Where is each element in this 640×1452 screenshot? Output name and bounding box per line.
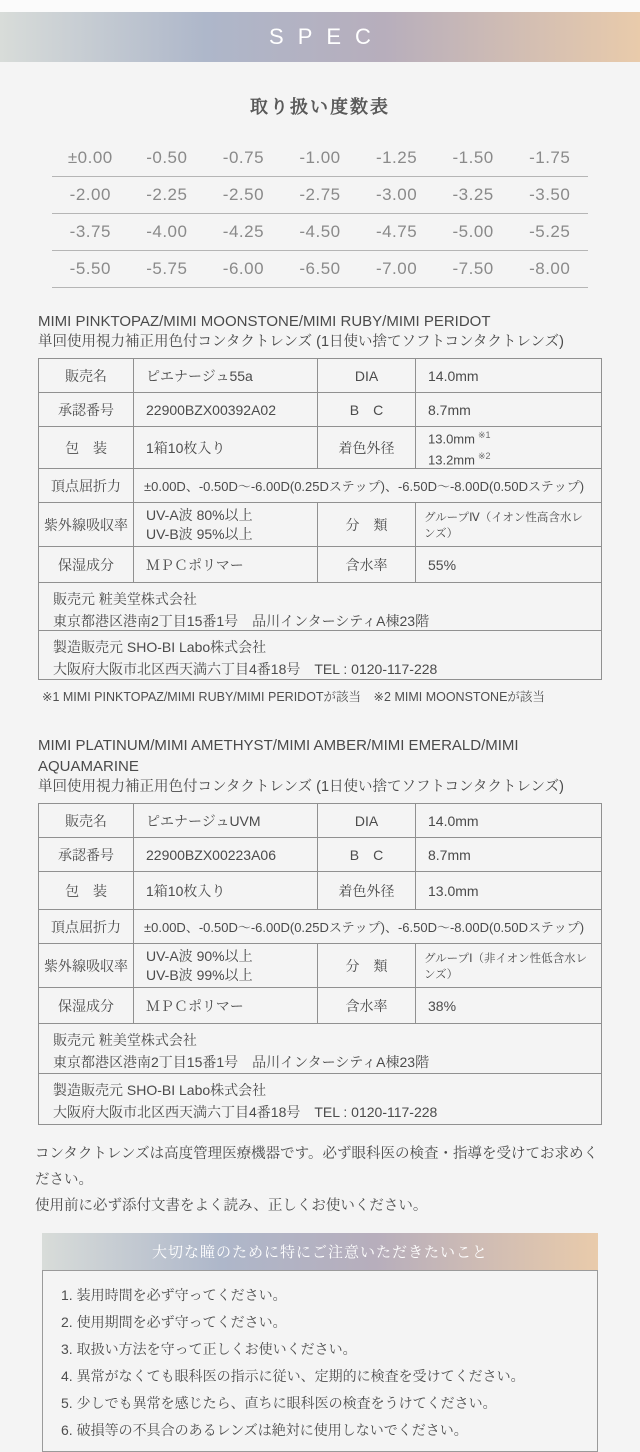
uv-label: 紫外線吸収率 — [39, 503, 134, 546]
power-value: -5.75 — [146, 259, 188, 278]
spec-row-power — [39, 910, 601, 944]
dia-value: 14.0mm — [428, 812, 479, 829]
uv-b-value: UV-B波 99%以上 — [146, 966, 253, 983]
water-value: 55% — [428, 556, 457, 573]
seller-address: 東京都港区港南2丁目15番1号 品川インターシティA棟23階 — [53, 1054, 430, 1070]
sales-name-label: 販売名 — [39, 359, 134, 392]
caution-item: 5. 少しでも異常を感じたら、直ちに眼科医の検査をうけてください。 — [61, 1394, 497, 1411]
uv-value — [134, 503, 318, 546]
caution-header — [42, 1233, 598, 1270]
power-value: -4.25 — [222, 222, 265, 241]
sales-name-value: ピエナージュUVM — [134, 804, 318, 837]
spec-row-seller — [39, 583, 601, 631]
spec-row-approval — [39, 838, 601, 872]
power-value: -6.00 — [222, 259, 265, 278]
caution-item: 6. 破損等の不具合のあるレンズは絶対に使用しないでください。 — [61, 1421, 468, 1438]
sales-name-value: ピエナージュ55a — [134, 359, 318, 392]
product-1-spec-table — [38, 358, 602, 680]
power-value: -2.25 — [146, 185, 188, 204]
power-value: -2.75 — [299, 185, 341, 204]
moisture-value: ＭＰＣポリマー — [134, 988, 318, 1023]
spec-banner — [0, 12, 640, 62]
uv-a-value: UV-A波 80%以上 — [146, 506, 253, 523]
power-value: -5.25 — [529, 222, 571, 241]
spec-row-sales-name — [39, 804, 601, 838]
power-value: -1.00 — [299, 148, 341, 167]
spec-row-maker — [39, 631, 601, 679]
power-label: 頂点屈折力 — [39, 910, 134, 943]
power-row — [52, 177, 588, 214]
notice-line-1: コンタクトレンズは高度管理医療機器です。必ず眼科医の検査・指導を受けてお求めください。 — [35, 1146, 598, 1188]
product-1-type: 単回使用視力補正用色付コンタクトレンズ (1日使い捨てソフトコンタクトレンズ) — [38, 334, 564, 350]
moisture-label: 保湿成分 — [39, 988, 134, 1023]
power-table — [52, 140, 588, 288]
power-value: -5.50 — [69, 259, 111, 278]
bc-label: B C — [318, 393, 416, 426]
power-row — [52, 140, 588, 177]
power-value: -1.75 — [529, 148, 571, 167]
water-value: 38% — [428, 997, 457, 1014]
power-value: -4.00 — [146, 222, 188, 241]
tint-dia-label: 着色外径 — [318, 872, 416, 909]
bc-value: 8.7mm — [428, 401, 471, 418]
spec-row-sales-name — [39, 359, 601, 393]
power-value: -8.00 — [529, 259, 571, 278]
power-value: -3.50 — [529, 185, 571, 204]
class-label: 分 類 — [318, 944, 416, 987]
power-value: -2.50 — [222, 185, 265, 204]
power-value: -6.50 — [299, 259, 341, 278]
packaging-label: 包 装 — [39, 872, 134, 909]
power-value: -0.75 — [222, 148, 265, 167]
maker-address: 大阪府大阪市北区西天満六丁目4番18号 TEL : 0120-117-228 — [53, 1104, 438, 1120]
caution-list — [42, 1270, 598, 1452]
tint-dia-line-2: 13.2mm — [428, 451, 475, 467]
spec-row-power — [39, 469, 601, 503]
page-top-strip — [0, 0, 640, 12]
caution-title: 大切な瞳のために特にご注意いただきたいこと — [151, 1244, 488, 1261]
dia-label: DIA — [318, 804, 416, 837]
power-table-title: 取り扱い度数表 — [250, 97, 390, 117]
spec-row-uv — [39, 503, 601, 547]
power-value: -2.00 — [69, 185, 111, 204]
spec-row-maker — [39, 1074, 601, 1124]
approval-value: 22900BZX00223A06 — [134, 838, 318, 871]
seller-address: 東京都港区港南2丁目15番1号 品川インターシティA棟23階 — [53, 613, 430, 629]
notice-line-2: 使用前に必ず添付文書をよく読み、正しくお使いください。 — [35, 1198, 428, 1214]
product-2-spec-table — [38, 803, 602, 1125]
caution-item: 1. 装用時間を必ず守ってください。 — [61, 1286, 287, 1303]
packaging-value: 1箱10枚入り — [134, 427, 318, 468]
approval-label: 承認番号 — [39, 838, 134, 871]
caution-item: 2. 使用期間を必ず守ってください。 — [61, 1313, 287, 1330]
spec-row-moisture — [39, 547, 601, 583]
power-value: -0.50 — [146, 148, 188, 167]
uv-b-value: UV-B波 95%以上 — [146, 525, 253, 542]
power-value: -5.00 — [452, 222, 494, 241]
spec-row-moisture — [39, 988, 601, 1024]
product-2-name: MIMI PLATINUM/MIMI AMETHYST/MIMI AMBER/MIMI EMERALD/MIMI AQUAMARINE — [38, 737, 519, 775]
product-2-type: 単回使用視力補正用色付コンタクトレンズ (1日使い捨てソフトコンタクトレンズ) — [38, 779, 564, 795]
power-value: -3.25 — [452, 185, 494, 204]
product-1-footnote: ※1 MIMI PINKTOPAZ/MIMI RUBY/MIMI PERIDOTが該当 ※2 MIMI MOONSTONEが該当 — [42, 690, 545, 704]
tint-dia-note-1: ※1 — [477, 430, 491, 441]
uv-a-value: UV-A波 90%以上 — [146, 947, 253, 964]
tint-dia-line-1: 13.0mm — [428, 431, 475, 447]
power-row — [52, 214, 588, 251]
spec-row-packaging — [39, 872, 601, 910]
uv-value — [134, 944, 318, 987]
class-value: グループⅠ（非イオン性低含水レンズ） — [424, 952, 588, 981]
power-value: -3.00 — [375, 185, 418, 204]
caution-item: 3. 取扱い方法を守って正しくお使いください。 — [61, 1340, 357, 1357]
moisture-value: ＭＰＣポリマー — [134, 547, 318, 582]
spec-banner-title: SPEC — [269, 24, 385, 49]
power-value: -1.25 — [375, 148, 418, 167]
power-row — [52, 251, 588, 288]
water-label: 含水率 — [318, 547, 416, 582]
uv-label: 紫外線吸収率 — [39, 944, 134, 987]
power-value: -4.75 — [375, 222, 418, 241]
maker-name: 製造販売元 SHO-BI Labo株式会社 — [53, 1082, 267, 1098]
medical-device-notice — [35, 1141, 605, 1219]
caution-item: 4. 異常がなくても眼科医の指示に従い、定期的に検査を受けてください。 — [61, 1367, 525, 1384]
water-label: 含水率 — [318, 988, 416, 1023]
power-value: -7.00 — [375, 259, 418, 278]
power-value: -3.75 — [69, 222, 111, 241]
spec-row-packaging — [39, 427, 601, 469]
maker-address: 大阪府大阪市北区西天満六丁目4番18号 TEL : 0120-117-228 — [53, 661, 438, 677]
power-value: -1.50 — [452, 148, 494, 167]
caution-section — [42, 1233, 598, 1452]
product-1-name: MIMI PINKTOPAZ/MIMI MOONSTONE/MIMI RUBY/MIMI PERIDOT — [38, 313, 491, 330]
sales-name-label: 販売名 — [39, 804, 134, 837]
tint-dia-note-2: ※2 — [477, 450, 491, 461]
power-label: 頂点屈折力 — [39, 469, 134, 502]
tint-dia-label: 着色外径 — [318, 427, 416, 468]
bc-value: 8.7mm — [428, 846, 471, 863]
dia-value: 14.0mm — [428, 367, 479, 384]
product-section-1 — [38, 311, 602, 705]
bc-label: B C — [318, 838, 416, 871]
approval-label: 承認番号 — [39, 393, 134, 426]
packaging-label: 包 装 — [39, 427, 134, 468]
dia-label: DIA — [318, 359, 416, 392]
power-value: ±0.00 — [67, 148, 113, 167]
power-value: -7.50 — [452, 259, 494, 278]
moisture-label: 保湿成分 — [39, 547, 134, 582]
power-value: -4.50 — [299, 222, 341, 241]
class-label: 分 類 — [318, 503, 416, 546]
tint-dia-value: 13.0mm — [428, 882, 479, 899]
seller-name: 販売元 粧美堂株式会社 — [53, 1032, 197, 1048]
power-value: ±0.00D、-0.50D〜-6.00D(0.25Dステップ)、-6.50D〜-8.00D(0.50Dステップ) — [144, 479, 585, 494]
class-value: グループⅣ（イオン性高含水レンズ） — [424, 511, 583, 540]
power-value: ±0.00D、-0.50D〜-6.00D(0.25Dステップ)、-6.50D〜-8.00D(0.50Dステップ) — [144, 920, 585, 935]
spec-row-uv — [39, 944, 601, 988]
spec-row-approval — [39, 393, 601, 427]
approval-value: 22900BZX00392A02 — [134, 393, 318, 426]
product-section-2 — [38, 735, 602, 1125]
maker-name: 製造販売元 SHO-BI Labo株式会社 — [53, 639, 267, 655]
seller-name: 販売元 粧美堂株式会社 — [53, 591, 197, 607]
tint-dia-value — [416, 427, 601, 468]
spec-row-seller — [39, 1024, 601, 1074]
packaging-value: 1箱10枚入り — [134, 872, 318, 909]
